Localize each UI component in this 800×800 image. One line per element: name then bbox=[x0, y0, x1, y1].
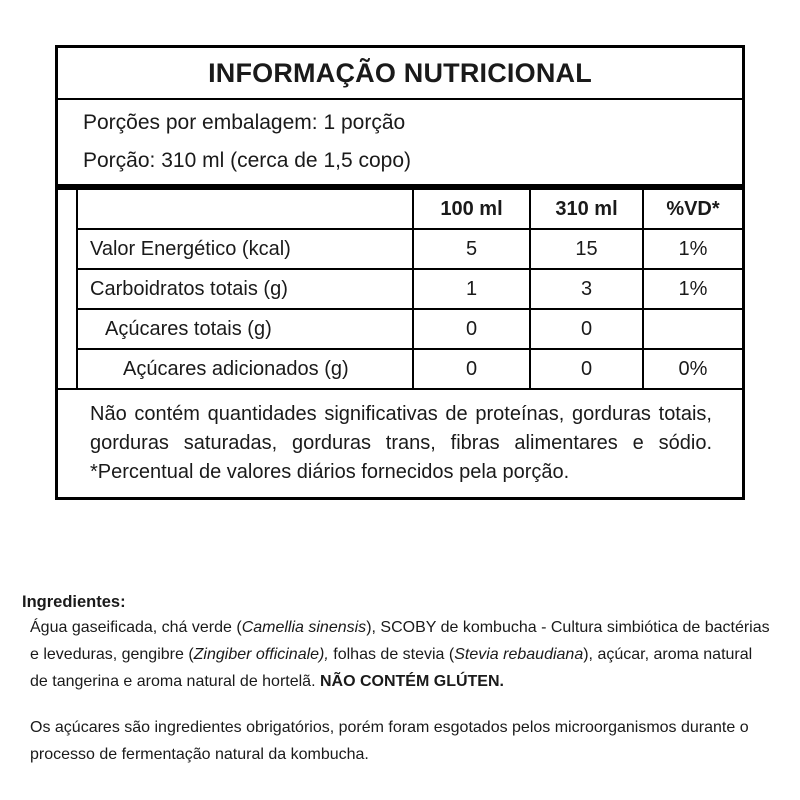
value-310ml: 15 bbox=[529, 230, 642, 268]
value-310ml: 3 bbox=[529, 270, 642, 308]
serving-info bbox=[58, 100, 742, 184]
servings-per-package: Porções por embalagem: 1 porção bbox=[83, 111, 406, 134]
header-cell-nutrient bbox=[78, 190, 412, 228]
value-310ml: 0 bbox=[529, 310, 642, 348]
serving-size: Porção: 310 ml (cerca de 1,5 copo) bbox=[83, 149, 412, 172]
table-header-row bbox=[78, 190, 742, 228]
sugars-fermentation-note: Os açúcares são ingredientes obrigatórios, porém foram esgotados pelos microorganismos durante o processo de fermentação natural da kombucha. bbox=[30, 719, 749, 763]
ingredients-heading: Ingredientes: bbox=[22, 593, 126, 611]
table-row-energy bbox=[78, 228, 742, 268]
nutrient-name: Açúcares adicionados (g) bbox=[123, 357, 349, 380]
table-row-added-sugars bbox=[78, 348, 742, 388]
table-row-carbs bbox=[78, 268, 742, 308]
value-100ml: 0 bbox=[412, 310, 529, 348]
value-vd: 0% bbox=[642, 350, 742, 388]
panel-title: INFORMAÇÃO NUTRICIONAL bbox=[58, 48, 742, 100]
nutrient-name: Açúcares totais (g) bbox=[105, 317, 272, 340]
header-cell-310ml: 310 ml bbox=[529, 190, 642, 228]
header-cell-100ml: 100 ml bbox=[412, 190, 529, 228]
value-100ml: 5 bbox=[412, 230, 529, 268]
nutrient-name: Carboidratos totais (g) bbox=[90, 277, 288, 300]
value-310ml: 0 bbox=[529, 350, 642, 388]
daily-values-footnote: Não contém quantidades significativas de proteínas, gorduras totais, gorduras saturadas, gorduras trans, fibras alimentares e sódio. *Percentual de valores diários fornecidos pela porção. bbox=[58, 388, 742, 497]
value-vd: 1% bbox=[642, 270, 742, 308]
value-100ml: 0 bbox=[412, 350, 529, 388]
ingredients-section bbox=[22, 590, 774, 768]
nutrition-table bbox=[76, 190, 742, 388]
ingredients-text: Água gaseificada, chá verde (Camellia sinensis), SCOBY de kombucha - Cultura simbiótica de bactérias e leveduras, gengibre (Zingiber officinale), folhas de stevia (Stevia rebaudiana), açúcar, aroma natural de tangerina e aroma natural de hortelã. NÃO CONTÉM GLÚTEN. bbox=[30, 619, 770, 690]
header-cell-vd: %VD* bbox=[642, 190, 742, 228]
value-vd bbox=[642, 310, 742, 348]
value-100ml: 1 bbox=[412, 270, 529, 308]
nutrient-name: Valor Energético (kcal) bbox=[90, 237, 291, 260]
nutrition-facts-panel bbox=[55, 45, 745, 500]
value-vd: 1% bbox=[642, 230, 742, 268]
table-row-total-sugars bbox=[78, 308, 742, 348]
